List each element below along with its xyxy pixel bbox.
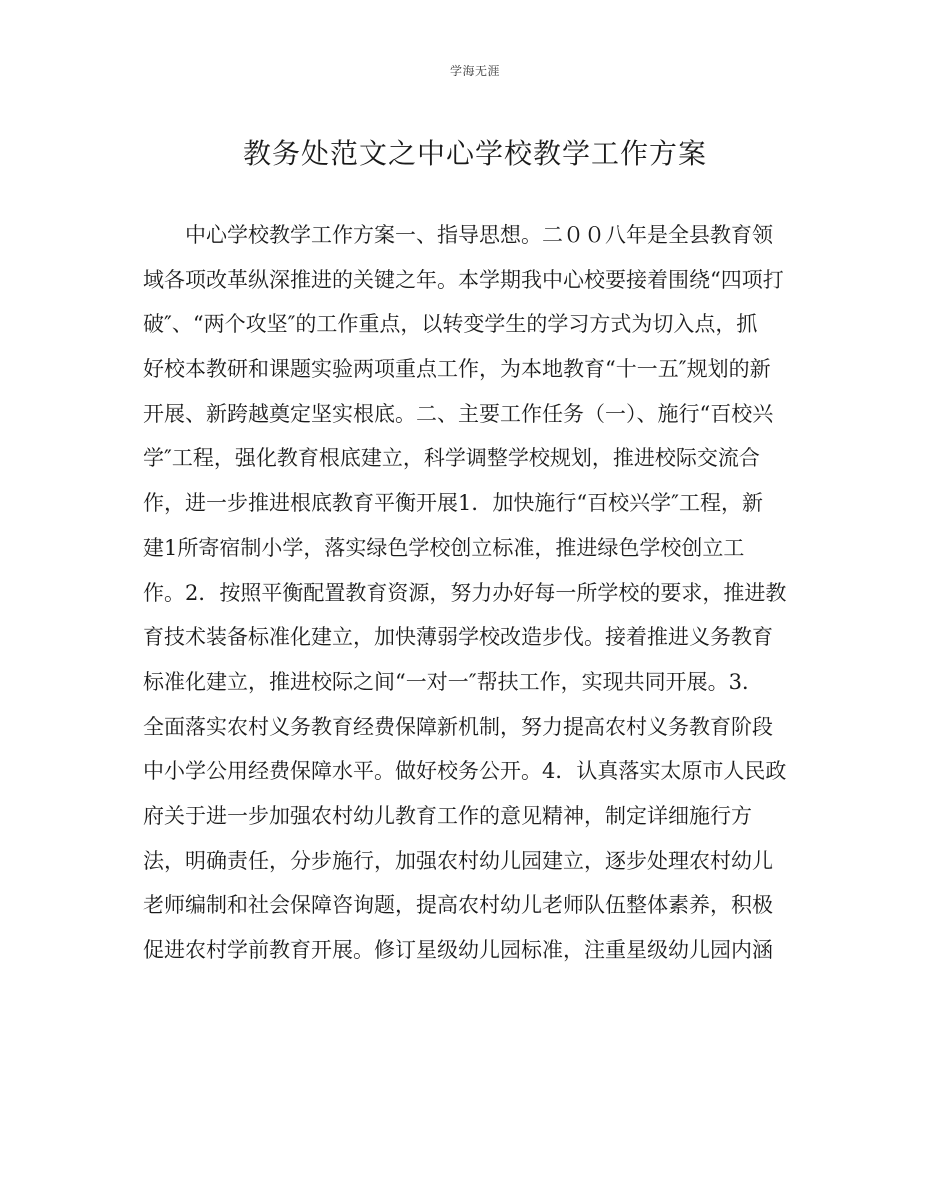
paragraph-line: 法，明确责任，分步施行，加强农村幼儿园建立，逐步处理农村幼儿 <box>143 848 773 873</box>
paragraph-line: 作，进一步推进根底教育平衡开展1．加快施行“百校兴学″工程，新 <box>143 491 763 516</box>
paragraph-line: 标准化建立，推进校际之间“一对一″帮扶工作，实现共同开展。3． <box>143 669 763 694</box>
paragraph-line: 中心学校教学工作方案一、指导思想。二００八年是全县教育领 <box>185 223 773 247</box>
document-title: 教务处范文之中心学校教学工作方案 <box>242 137 707 170</box>
paragraph-line: 开展、新跨越奠定坚实根底。二、主要工作任务（一）、施行“百校兴 <box>143 401 774 426</box>
paragraph-line: 全面落实农村义务教育经费保障新机制，努力提高农村义务教育阶段 <box>143 714 773 739</box>
paragraph-line: 域各项改革纵深推进的关键之年。本学期我中心校要接着围绕“四项打 <box>143 267 784 292</box>
paragraph-line: 育技术装备标准化建立，加快薄弱学校改造步伐。接着推进义务教育 <box>143 625 773 650</box>
document-body <box>143 218 807 978</box>
paragraph-line: 学″工程，强化教育根底建立，科学调整学校规划，推进校际交流合 <box>143 446 760 471</box>
paragraph-line: 作。2．按照平衡配置教育资源，努力办好每一所学校的要求，推进教 <box>143 580 787 605</box>
paragraph-line: 建1所寄宿制小学，落实绿色学校创立标准，推进绿色学校创立工 <box>143 535 745 560</box>
paragraph-line: 府关于进一步加强农村幼儿教育工作的意见精神，制定详细施行方 <box>143 803 752 828</box>
paragraph-line: 破″、“两个攻坚″的工作重点，以转变学生的学习方式为切入点，抓 <box>143 312 758 337</box>
paragraph-line: 好校本教研和课题实验两项重点工作，为本地教育“十一五″规划的新 <box>143 357 771 382</box>
page-header: 学海无涯 <box>449 64 500 78</box>
paragraph-line: 促进农村学前教育开展。修订星级幼儿园标准，注重星级幼儿园内涵 <box>143 938 773 962</box>
paragraph-line: 老师编制和社会保障咨询题，提高农村幼儿老师队伍整体素养，积极 <box>143 893 773 918</box>
paragraph-line: 中小学公用经费保障水平。做好校务公开。4．认真落实太原市人民政 <box>143 759 787 784</box>
